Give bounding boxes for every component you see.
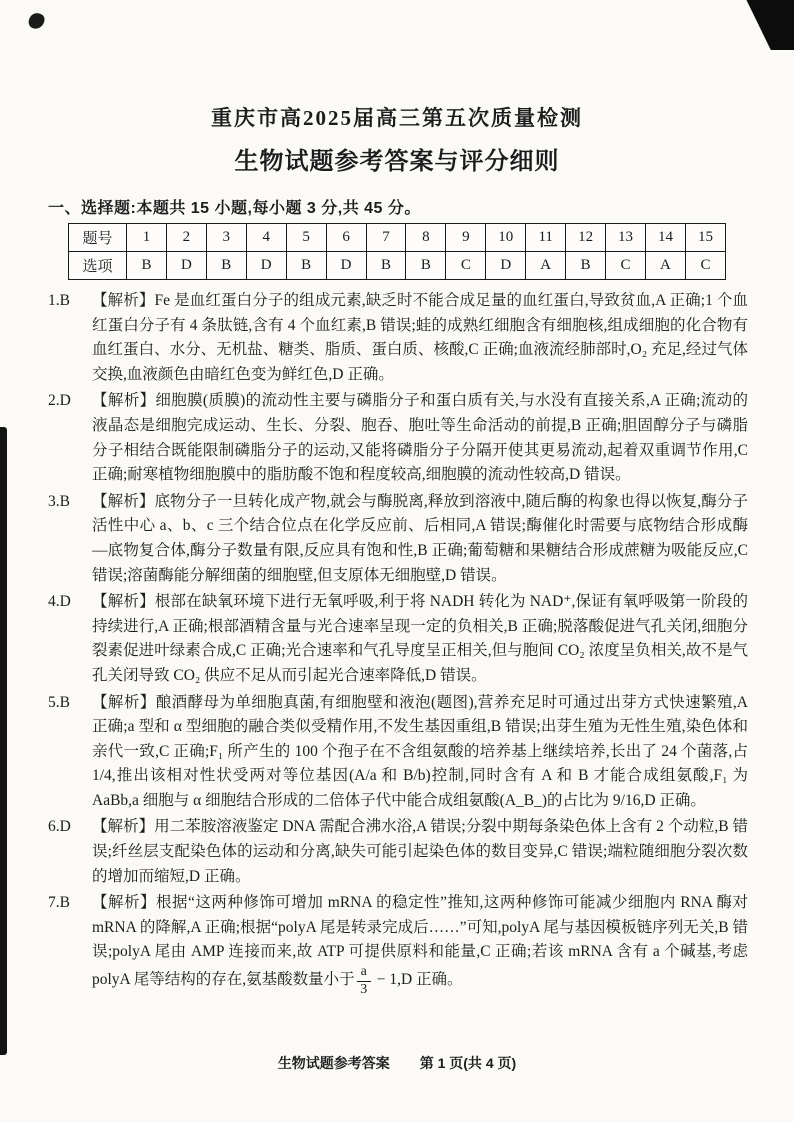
answer-table-numbers-row	[69, 224, 726, 252]
answer-cell: A	[526, 252, 566, 280]
answer-cell: B	[366, 252, 406, 280]
document-subtitle: 生物试题参考答案与评分细则	[234, 148, 560, 175]
explanation-item	[48, 490, 748, 588]
question-number-cell: 3	[206, 224, 246, 252]
table-label-question-number: 题号	[69, 224, 127, 252]
answer-cell: B	[406, 252, 446, 280]
question-number-cell: 5	[286, 224, 326, 252]
explanation-item	[48, 815, 748, 889]
answer-cell: D	[166, 252, 206, 280]
answer-cell: D	[246, 252, 286, 280]
question-number-cell: 4	[246, 224, 286, 252]
answer-cell: B	[286, 252, 326, 280]
question-number-cell: 11	[526, 224, 566, 252]
explanation-text: 【解析】细胞膜(质膜)的流动性主要与磷脂分子和蛋白质有关,与水没有直接关系,A 正确;流动的液晶态是细胞完成运动、生长、分裂、胞吞、胞吐等生命活动的前提,B 正确;胆固醇分子与磷脂分子相结合既能限制磷脂分子的运动,又能将磷脂分子分隔开使其更易流动,起着双重调节作用,C 正确;耐寒植物细胞膜中的脂肪酸不饱和程度较高,细胞膜的流动性较高,D 错误。	[92, 392, 748, 484]
explanation-list	[48, 289, 748, 999]
question-number-cell: 13	[606, 224, 646, 252]
explanation-item	[48, 289, 748, 387]
question-number-cell: 12	[566, 224, 606, 252]
explanation-text: 【解析】根部在缺氧环境下进行无氧呼吸,利于将 NADH 转化为 NAD⁺,保证有氧呼吸第一阶段的持续进行,A 正确;根部酒精含量与光合速率呈现一定的负相关,B 正确;脱落酸促进气孔关闭,细胞分裂素促进叶绿素合成,C 正确;光合速率和气孔导度呈正相关,但与胞间 CO₂ 浓度呈负相关,故不是气孔关闭导致 CO₂ 供应不足从而引起光合速率降低,D 错误。	[92, 593, 748, 684]
answer-cell: B	[206, 252, 246, 280]
scan-artifact-top-right	[736, 0, 794, 50]
scan-artifact-top-left	[27, 11, 46, 31]
question-number-cell: 7	[366, 224, 406, 252]
question-number-cell: 2	[166, 224, 206, 252]
section-heading-multiple-choice: 一、选择题:本题共 15 小题,每小题 3 分,共 45 分。	[48, 200, 421, 217]
explanation-text: 【解析】用二苯胺溶液鉴定 DNA 需配合沸水浴,A 错误;分裂中期每条染色体上含有 2 个动粒,B 错误;纤丝层支配染色体的运动和分离,缺失可能引起染色体的数目变异,C 错误;端粒随细胞分裂次数的增加而缩短,D 正确。	[92, 818, 748, 885]
answer-cell: B	[566, 252, 606, 280]
explanation-answer-id: 4.D	[48, 593, 71, 611]
footer-page-number: 第 1 页(共 4 页)	[419, 1055, 517, 1071]
question-number-cell: 1	[127, 224, 167, 252]
explanation-answer-id: 3.B	[48, 492, 70, 510]
answer-cell: D	[326, 252, 366, 280]
explanation-answer-id: 1.B	[48, 292, 70, 309]
explanation-item	[48, 691, 748, 814]
explanation-text: 【解析】酿酒酵母为单细胞真菌,有细胞壁和液泡(题图),营养充足时可通过出芽方式快速繁殖,A 正确;a 型和 α 型细胞的融合类似受精作用,不发生基因重组,B 错误;出芽生殖为无性生殖,染色体和亲代一致,C 正确;F₁ 所产生的 100 个孢子在不含组氨酸的培养基上继续培养,长出了 24 个菌落,占 1/4,推出该相对性状受两对等位基因(A/a 和 B/b)控制,同时含有 A 和 B 才能合成组氨酸,F₁ 为 AaBb,a 细胞与 α 细胞结合形成的二倍体子代中能合成组氨酸(A_B_)的占比为 9/16,D 正确。	[92, 693, 748, 809]
explanation-text-tail: − 1,D 正确。	[372, 970, 463, 988]
page-footer	[0, 1053, 794, 1073]
scan-artifact-left-edge	[0, 427, 7, 1055]
explanation-text: 【解析】Fe 是血红蛋白分子的组成元素,缺乏时不能合成足量的血红蛋白,导致贫血,A 正确;1 个血红蛋白分子有 4 条肽链,含有 4 个血红素,B 错误;蛙的成熟红细胞含有细胞核,组成细胞的化合物有血红蛋白、水分、无机盐、糖类、脂质、蛋白质、核酸,C 正确;血液流经肺部时,O₂ 充足,经过气体交换,血液颜色由暗红色变为鲜红色,D 正确。	[92, 292, 748, 383]
footer-document-title: 生物试题参考答案	[277, 1055, 390, 1071]
answer-cell: C	[685, 252, 725, 280]
explanation-text: 【解析】底物分子一旦转化成产物,就会与酶脱离,释放到溶液中,随后酶的构象也得以恢复,酶分子活性中心 a、b、c 三个结合位点在化学反应前、后相同,A 错误;酶催化时需要与底物结合形成酶—底物复合体,酶分子数量有限,反应具有饱和性,B 正确;葡萄糖和果糖结合形成蔗糖为吸能反应,C 错误;溶菌酶能分解细菌的细胞壁,但支原体无细胞壁,D 错误。	[92, 492, 748, 584]
answer-cell: A	[645, 252, 685, 280]
inline-fraction: $\frac{a}{3}$	[357, 965, 371, 997]
question-number-cell: 10	[486, 224, 526, 252]
exam-title: 重庆市高2025届高三第五次质量检测	[211, 106, 583, 130]
explanation-answer-id: 6.D	[48, 818, 71, 836]
explanation-item	[48, 389, 748, 487]
answer-key-table	[68, 223, 726, 280]
answer-cell: B	[127, 252, 167, 280]
answer-cell: C	[446, 252, 486, 280]
question-number-cell: 6	[326, 224, 366, 252]
question-number-cell: 14	[645, 224, 685, 252]
answer-cell: C	[606, 252, 646, 280]
question-number-cell: 15	[685, 224, 725, 252]
table-label-option: 选项	[69, 252, 127, 280]
explanation-item	[48, 891, 748, 997]
explanation-item	[48, 590, 748, 688]
explanation-text: 【解析】根据“这两种修饰可增加 mRNA 的稳定性”推知,这两种修饰可能减少细胞内 RNA 酶对 mRNA 的降解,A 正确;根据“polyA 尾是转录完成后……”可知,polyA 尾与基因模板链序列无关,B 错误;polyA 尾由 AMP 连接而来,故 ATP 可提供原料和能量,C 正确;若该 mRNA 含有 a 个碱基,考虑 polyA 尾等结构的存在,氨基酸数量小于 $\frac{a}{3}$ − 1,D 正确。	[92, 894, 748, 997]
question-number-cell: 9	[446, 224, 486, 252]
explanation-answer-id: 2.D	[48, 392, 71, 410]
question-number-cell: 8	[406, 224, 446, 252]
answer-table-answers-row	[69, 252, 726, 280]
explanation-answer-id: 7.B	[48, 894, 70, 912]
answer-cell: D	[486, 252, 526, 280]
explanation-answer-id: 5.B	[48, 693, 70, 711]
